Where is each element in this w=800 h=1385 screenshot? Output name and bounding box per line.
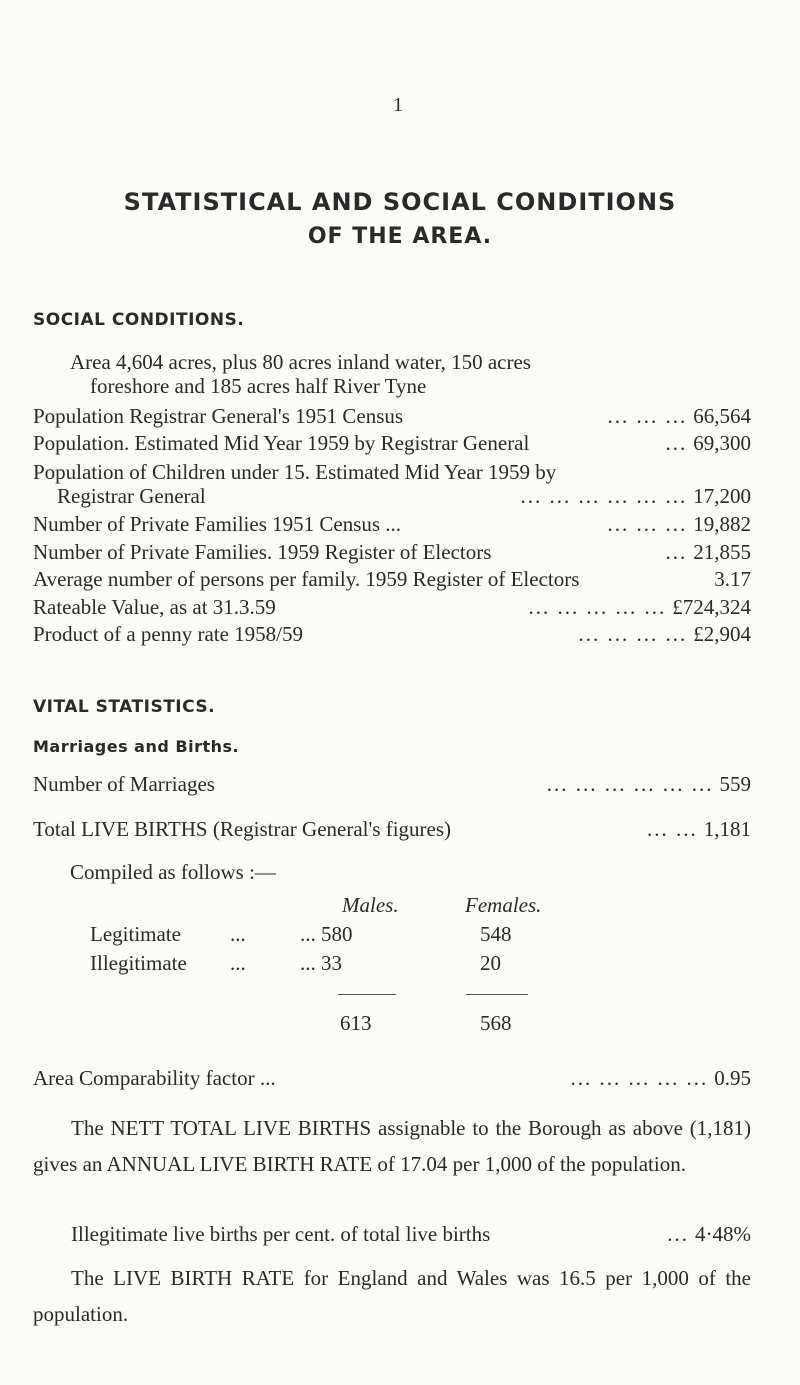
stat-row: [33, 404, 751, 429]
vital-statistics-heading: VITAL STATISTICS.: [33, 697, 216, 717]
stat-value: 559: [719, 772, 751, 796]
stat-label: Registrar General: [57, 484, 206, 508]
leader-dots: ... ... ...: [607, 512, 688, 536]
stat-row: [33, 817, 751, 842]
stat-value: £724,324: [672, 595, 751, 619]
leader-dots: ... ... ... ... ... ...: [520, 484, 688, 508]
table-row-label: Illegitimate: [90, 951, 187, 975]
stat-label: Number of Private Families 1951 Census ...: [33, 512, 402, 536]
stat-value: 3.17: [714, 567, 751, 591]
females-value: 20: [480, 951, 501, 975]
marriages-births-subheading: Marriages and Births.: [33, 737, 240, 756]
leader-dots: ...: [230, 951, 246, 975]
leader-dots: ...: [665, 540, 688, 564]
stat-value: 19,882: [693, 512, 751, 536]
stat-row: [33, 772, 751, 797]
leader-dots: ...: [230, 922, 246, 946]
females-value: 548: [480, 922, 512, 946]
stat-value: 0.95: [714, 1066, 751, 1090]
stat-label: Population. Estimated Mid Year 1959 by Registrar General: [33, 431, 530, 455]
page-number: 1: [393, 94, 403, 116]
females-total-rule: [466, 994, 528, 995]
page-subtitle: OF THE AREA.: [307, 224, 493, 249]
females-total: 568: [480, 1011, 512, 1035]
stat-row: [33, 567, 751, 592]
stat-row: [33, 540, 751, 565]
stat-value: 17,200: [693, 484, 751, 508]
stat-row: [33, 484, 751, 509]
table-row-label: Legitimate: [90, 922, 181, 946]
stat-row: [71, 1222, 751, 1247]
stat-row: [33, 595, 751, 620]
leader-dots: ... ... ... ... ... ...: [546, 772, 714, 796]
males-total: 613: [340, 1011, 372, 1035]
col-males-header: Males.: [342, 893, 399, 917]
stat-value: 21,855: [693, 540, 751, 564]
stat-value: 1,181: [703, 817, 751, 841]
col-females-header: Females.: [465, 893, 542, 917]
stat-value: 69,300: [693, 431, 751, 455]
leader-dots: ... ... ... ... ...: [570, 1066, 709, 1090]
stat-label: Illegitimate live births per cent. of total live births: [71, 1222, 491, 1246]
area-line-2: foreshore and 185 acres half River Tyne: [90, 374, 427, 398]
stat-value: 66,564: [693, 404, 751, 428]
stat-row: [33, 460, 751, 485]
page-title: STATISTICAL AND SOCIAL CONDITIONS: [123, 188, 677, 216]
stat-row: [33, 1066, 751, 1091]
birth-rate-paragraph: The NETT TOTAL LIVE BIRTHS assignable to the Borough as above (1,181) gives an ANNUAL LIVE BIRTH RATE of 17.04 per 1,000 of the population.: [33, 1116, 751, 1176]
leader-dots: ... ...: [647, 817, 698, 841]
stat-row: [33, 431, 751, 456]
stat-row: [33, 512, 751, 537]
leader-dots: ... ... ... ...: [578, 622, 688, 646]
stat-label: Area Comparability factor ...: [33, 1066, 276, 1090]
stat-label: Product of a penny rate 1958/59: [33, 622, 304, 646]
males-value: ... 580: [300, 922, 353, 946]
leader-dots: ... ... ... ... ...: [528, 595, 667, 619]
stat-label: Number of Marriages: [33, 772, 215, 796]
stat-value: 4·48%: [695, 1222, 751, 1246]
leader-dots: ...: [667, 1222, 689, 1246]
stat-label: Number of Private Families. 1959 Register of Electors: [33, 540, 492, 564]
leader-dots: ... ... ...: [607, 404, 688, 428]
stat-row: [33, 622, 751, 647]
stat-value: £2,904: [693, 622, 751, 646]
stat-label: Population Registrar General's 1951 Census: [33, 404, 404, 428]
area-line-1: Area 4,604 acres, plus 80 acres inland water, 150 acres: [70, 350, 531, 374]
leader-dots: ...: [665, 431, 688, 455]
stat-label: Average number of persons per family. 1959 Register of Electors: [33, 567, 580, 591]
england-wales-paragraph: The LIVE BIRTH RATE for England and Wales was 16.5 per 1,000 of the population.: [33, 1266, 751, 1326]
stat-label: Population of Children under 15. Estimated Mid Year 1959 by: [33, 460, 557, 484]
social-conditions-heading: SOCIAL CONDITIONS.: [33, 310, 245, 330]
stat-label: Rateable Value, as at 31.3.59: [33, 595, 276, 619]
stat-label: Total LIVE BIRTHS (Registrar General's figures): [33, 817, 452, 841]
compiled-note: Compiled as follows :—: [70, 860, 276, 884]
males-total-rule: [338, 994, 396, 995]
males-value: ... 33: [300, 951, 342, 975]
